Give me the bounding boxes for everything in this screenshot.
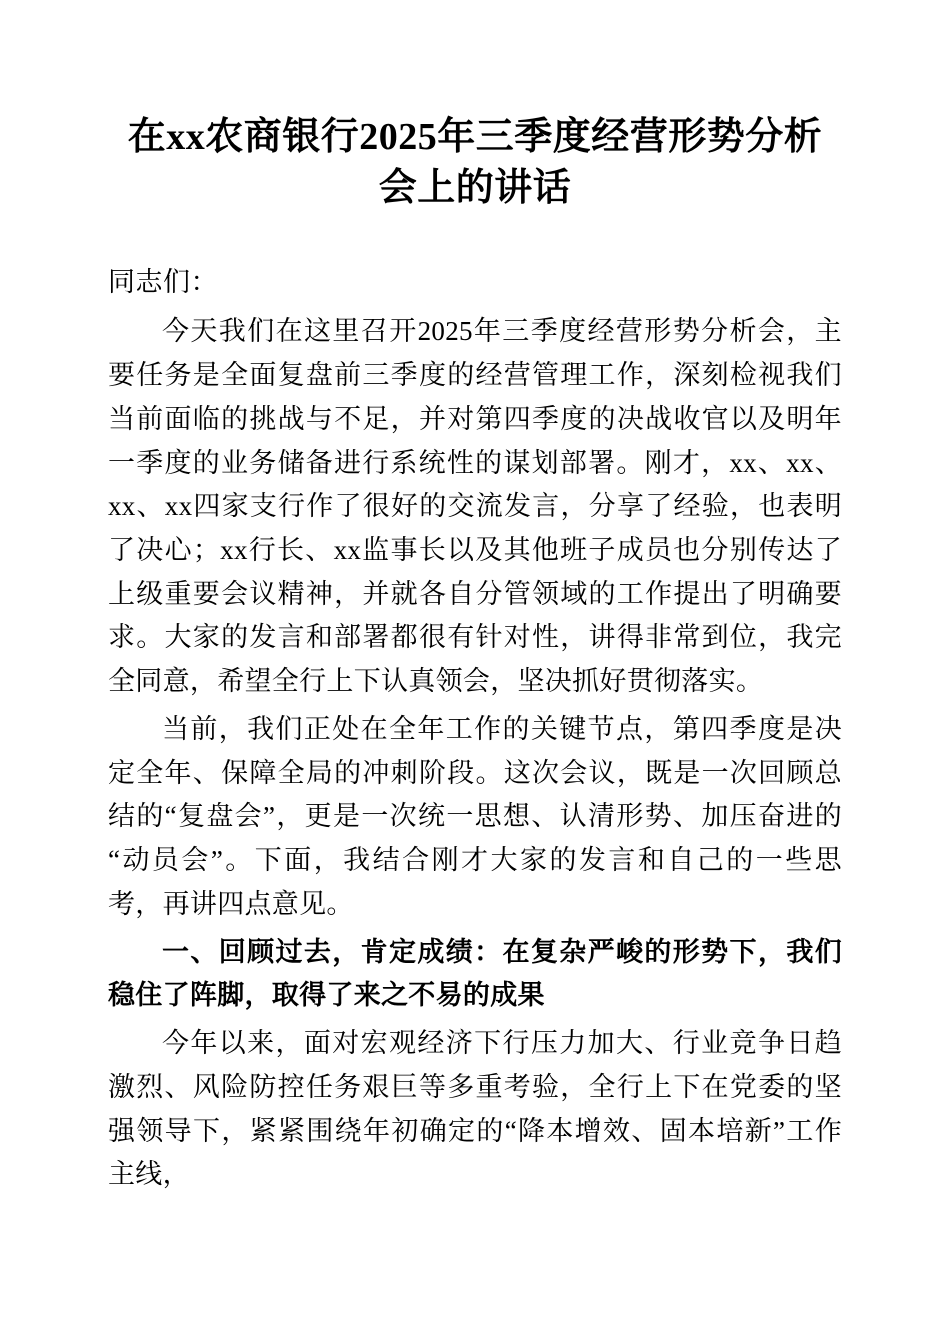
section-heading: 一、回顾过去，肯定成绩：在复杂严峻的形势下，我们稳住了阵脚，取得了来之不易的成果 [108, 936, 842, 1011]
paragraph: 当前，我们正处在全年工作的关键节点，第四季度是决定全年、保障全局的冲刺阶段。这次会议，既是一次回顾总结的“复盘会”，更是一次统一思想、认清形势、加压奋进的“动员会”。下面，我结合刚才大家的发言和自己的一些思考，再讲四点意见。 [108, 713, 842, 919]
salutation: 同志们： [108, 266, 218, 297]
paragraph: 今年以来，面对宏观经济下行压力加大、行业竞争日趋激烈、风险防控任务艰巨等多重考验，全行上下在党委的坚强领导下，紧紧围绕年初确定的“降本增效、固本培新”工作主线， [108, 1028, 842, 1190]
paragraph: 今天我们在这里召开2025年三季度经营形势分析会，主要任务是全面复盘前三季度的经营管理工作，深刻检视我们当前面临的挑战与不足，并对第四季度的决战收官以及明年一季度的业务储备进行系统性的谋划部署。刚才，xx、xx、xx、xx四家支行作了很好的交流发言，分享了经验，也表明了决心；xx行长、xx监事长以及其他班子成员也分别传达了上级重要会议精神，并就各自分管领域的工作提出了明确要求。大家的发言和部署都很有针对性，讲得非常到位，我完全同意，希望全行上下认真领会，坚决抓好贯彻落实。 [108, 316, 842, 697]
page-title: 在xx农商银行2025年三季度经营形势分析会上的讲话 [127, 116, 823, 210]
